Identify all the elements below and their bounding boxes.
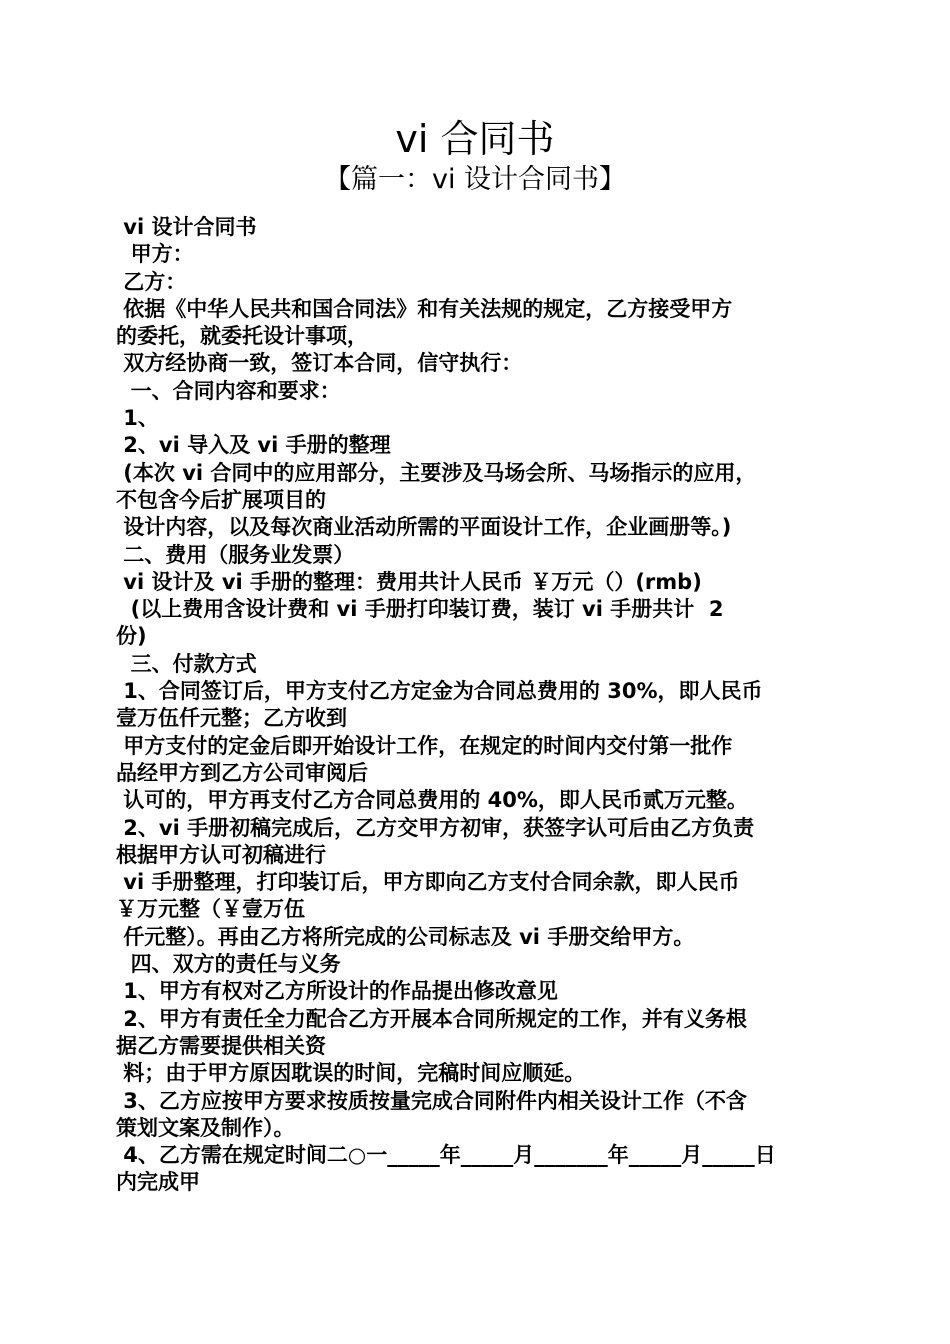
body-text-line: ￥万元整（￥壹万伍 (116, 897, 305, 922)
contract-body (116, 214, 840, 1197)
body-text-line: 三、付款方式 (116, 651, 257, 676)
body-text-line: 双方经协商一致，签订本合同，信守执行： (116, 351, 523, 376)
body-text-line: 料；由于甲方原因耽误的时间，完稿时间应顺延。 (116, 1061, 586, 1086)
body-text-line: 一、合同内容和要求： (116, 378, 341, 403)
body-text-line: 依据《中华人民共和国合同法》和有关法规的规定，乙方接受甲方 (116, 296, 733, 321)
body-text-line: 根据甲方认可初稿进行 (116, 842, 326, 867)
body-text-line: 仟元整）。再由乙方将所完成的公司标志及 vi 手册交给甲方。 (116, 924, 695, 949)
body-text-line: 策划文案及制作）。 (116, 1115, 295, 1140)
body-text-line: vi 手册整理，打印装订后，甲方即向乙方支付合同余款，即人民币 (116, 870, 740, 895)
body-text-line: 4、乙方需在规定时间二○一_____年_____月_______年_____月_____日 (116, 1143, 776, 1168)
body-text-line: 乙方： (116, 269, 187, 294)
body-text-line: 品经甲方到乙方公司审阅后 (116, 760, 368, 785)
body-text-line: 2、vi 手册初稿完成后，乙方交甲方初审，获签字认可后由乙方负责 (116, 815, 755, 840)
body-text-line: 据乙方需要提供相关资 (116, 1033, 326, 1058)
body-text-line: (以上费用含设计费和 vi 手册打印装订费，装订 vi 手册共计 2 (116, 597, 724, 622)
body-text-line: 1、 (116, 406, 159, 431)
document-title: vi 合同书 (395, 117, 555, 161)
body-text-line: (本次 vi 合同中的应用部分，主要涉及马场会所、马场指示的应用， (116, 460, 757, 485)
body-text-line: 甲方支付的定金后即开始设计工作，在规定的时间内交付第一批作 (116, 733, 733, 758)
body-text-line: vi 设计及 vi 手册的整理：费用共计人民币 ￥万元（）(rmb) (116, 569, 702, 594)
body-text-line: 设计内容，以及每次商业活动所需的平面设计工作，企业画册等。) (116, 515, 732, 540)
body-text-line: 1、合同签订后，甲方支付乙方定金为合同总费用的 30%，即人民币 (116, 679, 763, 704)
body-text-line: 3、乙方应按甲方要求按质按量完成合同附件内相关设计工作（不含 (116, 1088, 747, 1113)
body-text-line: 二、费用（服务业发票） (116, 542, 355, 567)
body-text-line: 壹万伍仟元整；乙方收到 (116, 706, 347, 731)
body-text-line: 甲方： (116, 242, 194, 267)
body-text-line: 不包含今后扩展项目的 (116, 487, 326, 512)
body-text-line: 内完成甲 (116, 1170, 200, 1195)
body-text-line: 的委托，就委托设计事项， (116, 324, 368, 349)
body-text-line: 1、甲方有权对乙方所设计的作品提出修改意见 (116, 979, 558, 1004)
body-text-line: 份) (116, 624, 147, 649)
body-text-line: 认可的，甲方再支付乙方合同总费用的 40%，即人民币贰万元整。 (116, 788, 748, 813)
body-text-line: 2、甲方有责任全力配合乙方开展本合同所规定的工作，并有义务根 (116, 1006, 747, 1031)
body-text-line: 2、vi 导入及 vi 手册的整理 (116, 433, 391, 458)
body-text-line: 四、双方的责任与义务 (116, 952, 341, 977)
body-text-line: vi 设计合同书 (116, 215, 257, 239)
document-subtitle: 【篇一：vi 设计合同书】 (323, 164, 627, 195)
